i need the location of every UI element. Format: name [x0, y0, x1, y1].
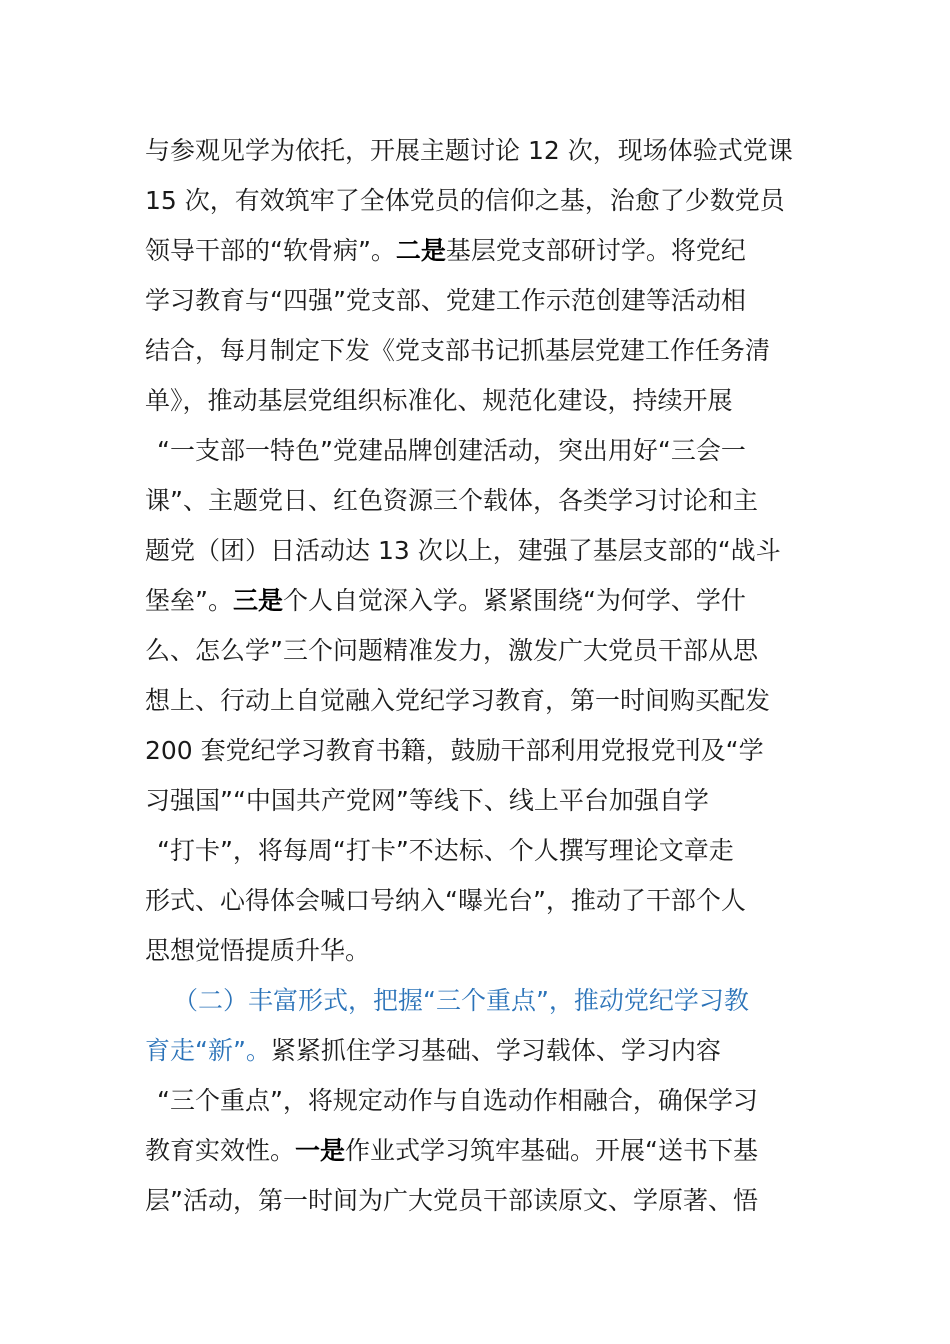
bold-marker: 一是 [295, 1136, 346, 1165]
text-line [145, 1126, 805, 1176]
text-line: 单》，推动基层党组织标准化、规范化建设，持续开展 [145, 386, 733, 415]
text-line: 200 套党纪学习教育书籍，鼓励干部利用党报党刊及“学 [145, 736, 764, 765]
text-line [145, 576, 805, 626]
text-line: 15 次，有效筑牢了全体党员的信仰之基，治愈了少数党员 [145, 186, 785, 215]
bold-marker: 二是 [395, 236, 446, 265]
text-line: 么、怎么学”三个问题精准发力，激发广大党员干部从思 [145, 636, 758, 665]
text-line: “一支部一特色”党建品牌创建活动，突出用好“三会一 [157, 436, 746, 465]
text-segment: 堡垒”。 [145, 586, 233, 615]
text-line: 想上、行动上自觉融入党纪学习教育，第一时间购买配发 [145, 686, 771, 715]
text-line: 结合，每月制定下发《党支部书记抓基层党建工作任务清 [145, 336, 771, 365]
section-heading-cont: 育走“新”。 [145, 1036, 271, 1065]
text-line: 习强国”“中国共产党网”等线下、线上平台加强自学 [145, 786, 709, 815]
text-line: 学习教育与“四强”党支部、党建工作示范创建等活动相 [145, 286, 746, 315]
text-line: 与参观见学为依托，开展主题讨论 12 次，现场体验式党课 [145, 136, 793, 165]
text-line: 课”、主题党日、红色资源三个载体，各类学习讨论和主 [145, 486, 758, 515]
text-line: “三个重点”，将规定动作与自选动作相融合，确保学习 [157, 1086, 758, 1115]
text-segment: 作业式学习筑牢基础。开展“送书下基 [345, 1136, 758, 1165]
text-segment: 紧紧抓住学习基础、学习载体、学习内容 [270, 1036, 721, 1065]
text-line: “打卡”，将每周“打卡”不达标、个人撰写理论文章走 [157, 836, 734, 865]
text-line [145, 1026, 805, 1076]
document-body [145, 126, 805, 1226]
text-segment: 领导干部的“软骨病”。 [145, 236, 396, 265]
text-line: 层”活动，第一时间为广大党员干部读原文、学原著、悟 [145, 1186, 758, 1215]
bold-marker: 三是 [232, 586, 283, 615]
text-segment: 教育实效性。 [145, 1136, 296, 1165]
text-segment: 个人自觉深入学。紧紧围绕“为何学、学什 [282, 586, 746, 615]
text-line: 题党（团）日活动达 13 次以上，建强了基层支部的“战斗 [145, 536, 781, 565]
text-segment: 基层党支部研讨学。将党纪 [445, 236, 746, 265]
text-line: 思想觉悟提质升华。 [145, 936, 371, 965]
text-line [145, 226, 805, 276]
text-line: 形式、心得体会喊口号纳入“曝光台”，推动了干部个人 [145, 886, 746, 915]
section-heading: （二）丰富形式，把握“三个重点”，推动党纪学习教 [173, 986, 749, 1015]
